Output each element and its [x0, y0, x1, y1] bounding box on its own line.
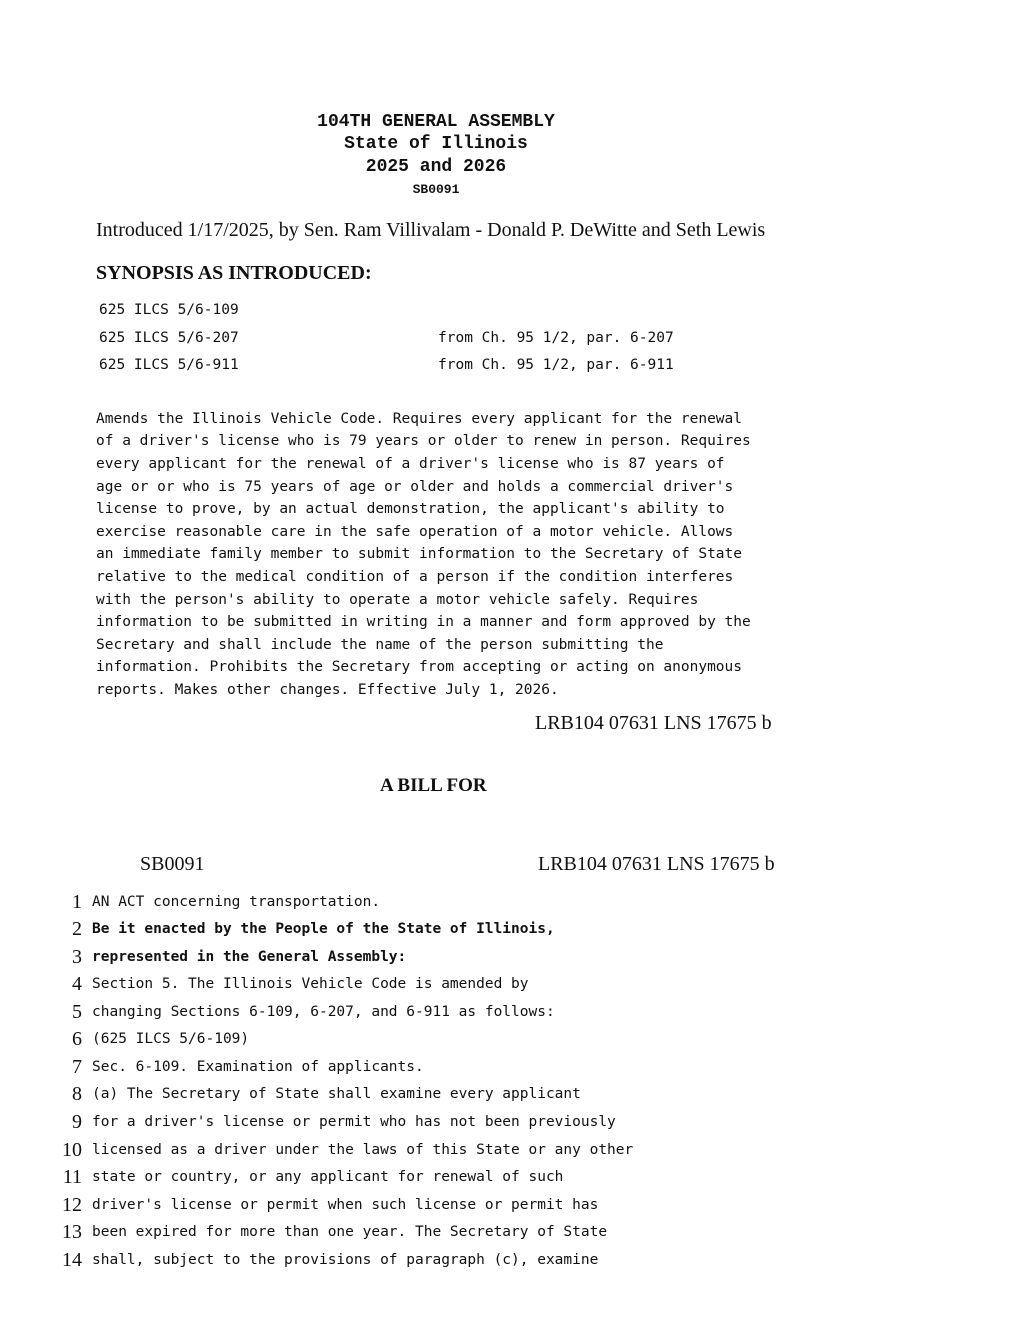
synopsis-line: exercise reasonable care in the safe operation of a motor vehicle. Allows	[96, 524, 734, 540]
line-text: Be it enacted by the People of the State of Illinois,	[92, 921, 555, 937]
synopsis-line: reports. Makes other changes. Effective July 1, 2026.	[96, 682, 559, 698]
bill-for-heading: A BILL FOR	[380, 775, 487, 796]
line-text: licensed as a driver under the laws of this State or any other	[92, 1142, 634, 1158]
line-number: 1	[72, 891, 82, 913]
citation-source: from Ch. 95 1/2, par. 6-911	[438, 357, 674, 373]
line-number: 7	[72, 1056, 82, 1078]
synopsis-line: with the person's ability to operate a motor vehicle safely. Requires	[96, 592, 699, 608]
line-text: shall, subject to the provisions of paragraph (c), examine	[92, 1252, 599, 1268]
synopsis-line: license to prove, by an actual demonstration, the applicant's ability to	[96, 501, 725, 517]
line-number: 4	[72, 973, 82, 995]
synopsis-line: an immediate family member to submit information to the Secretary of State	[96, 546, 743, 562]
assembly-title: 104TH GENERAL ASSEMBLY	[317, 112, 555, 132]
line-text: been expired for more than one year. The Secretary of State	[92, 1224, 608, 1240]
line-number: 2	[72, 918, 82, 940]
lrb-code: LRB104 07631 LNS 17675 b	[535, 712, 772, 734]
line-number: 8	[72, 1083, 82, 1105]
line-number: 9	[72, 1111, 82, 1133]
line-number: 11	[62, 1166, 82, 1188]
citation-cite: 625 ILCS 5/6-911	[99, 357, 239, 373]
synopsis-line: information. Prohibits the Secretary from accepting or acting on anonymous	[96, 659, 743, 675]
line-text: for a driver's license or permit who has not been previously	[92, 1114, 616, 1130]
synopsis-line: age or or who is 75 years of age or older and holds a commercial driver's	[96, 479, 734, 495]
line-text: Section 5. The Illinois Vehicle Code is amended by	[92, 976, 529, 992]
synopsis-line: relative to the medical condition of a person if the condition interferes	[96, 569, 734, 585]
line-text: changing Sections 6-109, 6-207, and 6-911 as follows:	[92, 1004, 555, 1020]
page-header-lrb: LRB104 07631 LNS 17675 b	[538, 853, 775, 875]
citation-source: from Ch. 95 1/2, par. 6-207	[438, 330, 674, 346]
citation-cite: 625 ILCS 5/6-109	[99, 302, 239, 318]
line-number: 10	[62, 1139, 82, 1161]
line-text: (625 ILCS 5/6-109)	[92, 1031, 250, 1047]
bill-number: SB0091	[412, 182, 460, 197]
line-number: 13	[62, 1221, 82, 1243]
line-text: state or country, or any applicant for renewal of such	[92, 1169, 564, 1185]
line-number: 5	[72, 1001, 82, 1023]
line-text: AN ACT concerning transportation.	[92, 894, 381, 910]
introduction-line: Introduced 1/17/2025, by Sen. Ram Villivalam - Donald P. DeWitte and Seth Lewis	[96, 219, 766, 241]
state-title: State of Illinois	[344, 134, 528, 154]
synopsis-line: every applicant for the renewal of a driver's license who is 87 years of	[96, 456, 725, 472]
line-number: 3	[72, 946, 82, 968]
synopsis-heading: SYNOPSIS AS INTRODUCED:	[96, 262, 372, 284]
line-text: (a) The Secretary of State shall examine every applicant	[92, 1086, 581, 1102]
synopsis-line: Amends the Illinois Vehicle Code. Requires every applicant for the renewal	[96, 411, 743, 427]
line-number: 14	[62, 1249, 82, 1271]
line-text: Sec. 6-109. Examination of applicants.	[92, 1059, 424, 1075]
line-number: 6	[72, 1028, 82, 1050]
line-text: represented in the General Assembly:	[92, 949, 407, 965]
synopsis-line: Secretary and shall include the name of the person submitting the	[96, 637, 664, 653]
session-years: 2025 and 2026	[365, 157, 507, 177]
page-header-bill: SB0091	[140, 853, 205, 875]
citation-cite: 625 ILCS 5/6-207	[99, 330, 239, 346]
line-text: driver's license or permit when such license or permit has	[92, 1197, 599, 1213]
synopsis-line: information to be submitted in writing in a manner and form approved by the	[96, 614, 751, 630]
line-number: 12	[62, 1194, 82, 1216]
synopsis-line: of a driver's license who is 79 years or older to renew in person. Requires	[96, 433, 751, 449]
